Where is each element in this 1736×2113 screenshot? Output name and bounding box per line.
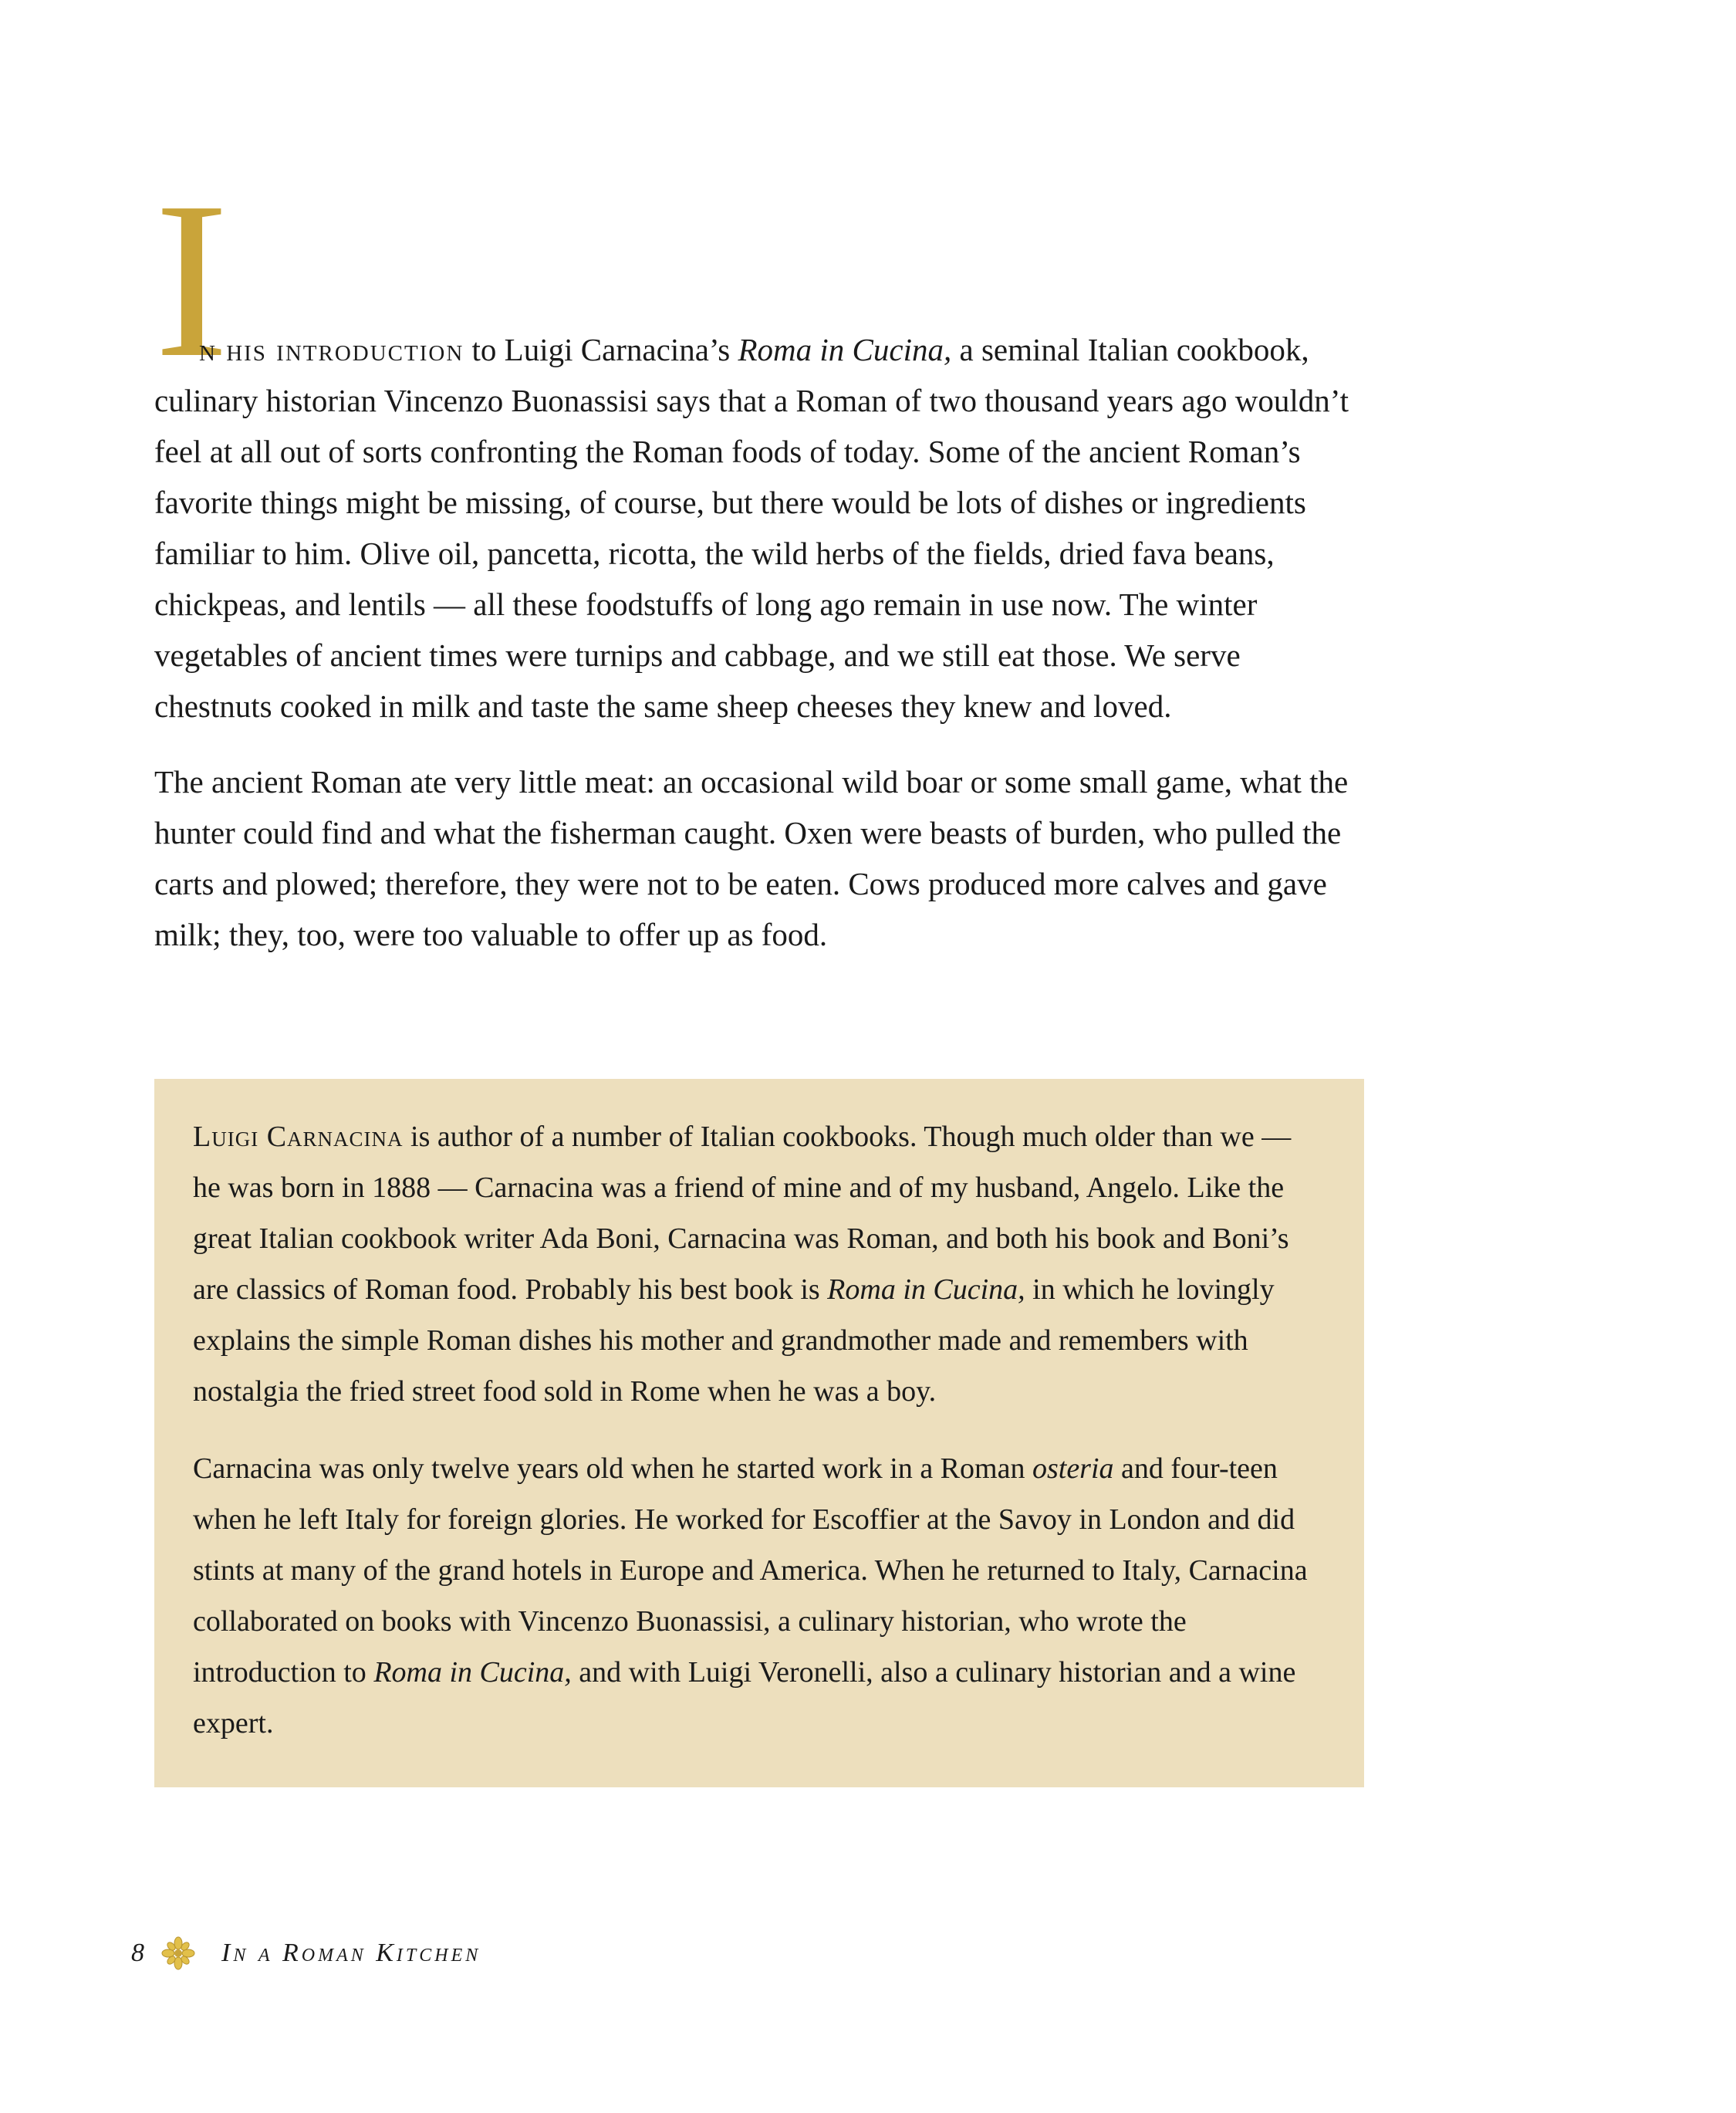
sidebar-italic-osteria: osteria — [1032, 1452, 1114, 1485]
drop-cap: I — [154, 156, 229, 404]
paragraph-1 — [154, 324, 1358, 732]
sidebar-p2-text-a: Carnacina was only twelve years old when he started work in a Roman — [193, 1452, 1032, 1485]
sidebar-p1-text-a: is author of a number of Italian cookbooks. Though much older than we — he was born in 1888 — Carnacina was a friend of mine and of my husband, Angelo. Like the great Italian cookbook writer Ada Boni, Carnacina was Roman, and both his book and Boni’s are classics of Roman food. Probably his best book is — [193, 1121, 1292, 1306]
sidebar-book-title-2: Roma in Cucina, — [373, 1656, 572, 1689]
sidebar-paragraph-1 — [193, 1111, 1326, 1417]
lead-in: n his introduction — [199, 332, 464, 367]
flower-icon — [161, 1936, 195, 1970]
book-title: Roma in Cucina, — [738, 332, 952, 367]
sidebar-name: Luigi Carnacina — [193, 1121, 404, 1153]
paragraph-1-text-b: a seminal Italian cookbook, culinary historian Vincenzo Buonassisi says that a Roman of two thousand years ago wouldn’t feel at all out of sorts confronting the Roman foods of today. Some of the ancient Roman’s favorite things might be missing, of course, but there would be lots of dishes or ingredients familiar to him. Olive oil, pancetta, ricotta, the wild herbs of the fields, dried fava beans, chickpeas, and lentils — all these foodstuffs of long ago remain in use now. The winter vegetables of ancient times were turnips and cabbage, and we still eat those. We serve chestnuts cooked in milk and taste the same sheep cheeses they knew and loved. — [154, 332, 1349, 724]
page-footer — [131, 1934, 481, 1973]
sidebar-book-title: Roma in Cucina, — [827, 1273, 1025, 1306]
sidebar-p1-text-b: in which he lovingly explains the simple Roman dishes his mother and grandmother made and remembers with nostalgia the fried street food sold in Rome when he was a boy. — [193, 1273, 1275, 1408]
paragraph-1-text-a: to Luigi Carnacina’s — [464, 332, 738, 367]
paragraph-2: The ancient Roman ate very little meat: an occasional wild boar or some small game, what the hunter could find and what the fisherman caught. Oxen were beasts of burden, who pulled the carts and plowed; therefore, they were not to be eaten. Cows produced more calves and gave milk; they, too, were too valuable to offer up as food. — [154, 764, 1349, 952]
running-title: In a Roman Kitchen — [221, 1939, 481, 1967]
sidebar-p2-text-b: and four-teen when he left Italy for foreign glories. He worked for Escoffier at the Savoy in London and did stints at many of the grand hotels in Europe and America. When he returned to Italy, Carnacina collaborated on books with Vincenzo Buonassisi, a culinary historian, who wrote the introduction to — [193, 1452, 1308, 1689]
main-text — [154, 324, 1358, 960]
sidebar-p2-text-c: and with Luigi Veronelli, also a culinary historian and a wine expert. — [193, 1656, 1296, 1739]
sidebar-paragraph-2 — [193, 1443, 1326, 1749]
page-number: 8 — [131, 1939, 144, 1967]
sidebar-box — [154, 1079, 1364, 1787]
